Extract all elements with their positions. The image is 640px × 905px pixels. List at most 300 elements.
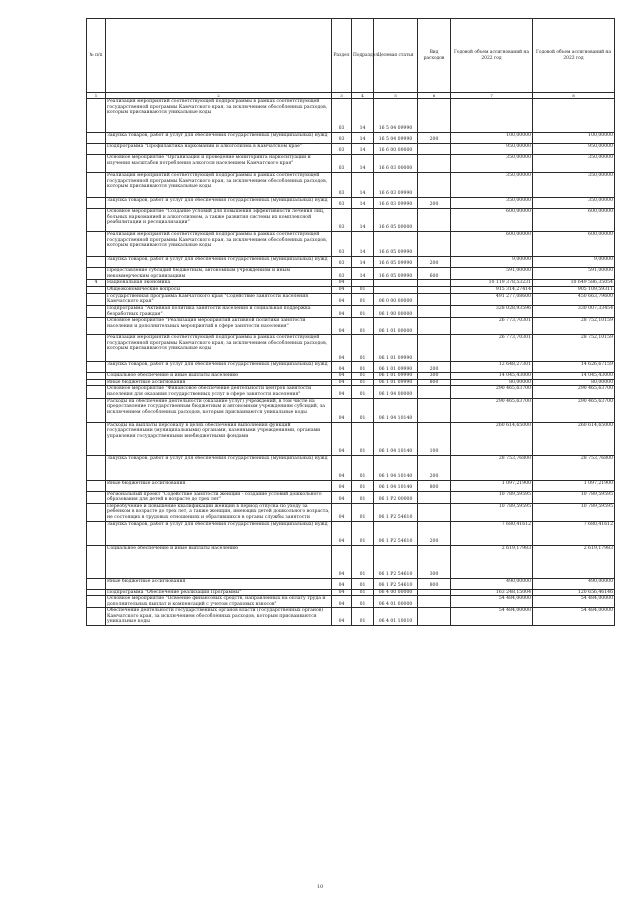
row-section-number: [87, 589, 106, 596]
row-podrazdel: 14: [352, 155, 374, 173]
row-expense-type: 800: [418, 379, 451, 386]
row-name: Реализация мероприятий соответствующей подпрограммы в рамках соответствующей государственной программы Камчатского края, за исключением обособленных расходов, которым присваиваются уникальные коды: [106, 173, 332, 198]
col-header-2023: Годовой объем ассигнований на 2023 год: [533, 19, 615, 93]
table-row: [87, 491, 615, 503]
row-name: Закупка товаров, работ и услуг для обеспечения государственных (муниципальных) нужд: [106, 521, 332, 545]
row-podrazdel: 01: [352, 596, 374, 608]
row-expense-type: [418, 608, 451, 626]
row-amount-2023: 10 789,59595: [533, 491, 615, 503]
row-amount-2023: 7 680,41612: [533, 521, 615, 545]
row-section-number: [87, 545, 106, 578]
table-row: [87, 578, 615, 589]
row-expense-type: [418, 155, 451, 173]
row-expense-type: [418, 209, 451, 232]
table-row: [87, 422, 615, 455]
row-section-number: [87, 379, 106, 386]
row-section-number: [87, 373, 106, 380]
row-name: Закупка товаров, работ и услуг для обеспечения государственных (муниципальных) нужд: [106, 257, 332, 268]
row-section-number: [87, 521, 106, 545]
row-name: Расходы на выплаты персоналу в целях обеспечения выполнения функций государственными (муниципальными) органами, казенными учреждениями, органами управления государственными внебюджетными фондами: [106, 422, 332, 455]
row-amount-2023: 490,00000: [533, 578, 615, 589]
row-section-number: [87, 268, 106, 280]
row-podrazdel: [352, 280, 374, 287]
row-section-number: [87, 398, 106, 422]
row-name: Национальная экономика: [106, 280, 332, 287]
row-section-number: [87, 155, 106, 173]
row-podrazdel: 14: [352, 209, 374, 232]
table-row: [87, 335, 615, 362]
row-amount-2022: 7 680,41612: [451, 521, 533, 545]
row-section-number: [87, 198, 106, 209]
row-podrazdel: 01: [352, 422, 374, 455]
row-razdel: 04: [332, 491, 352, 503]
row-razdel: 04: [332, 589, 352, 596]
column-index: 8: [533, 93, 615, 99]
row-section-number: [87, 503, 106, 521]
table-row: [87, 209, 615, 232]
row-razdel: 03: [332, 198, 352, 209]
row-amount-2022: 100,00000: [451, 133, 533, 144]
row-amount-2022: 10 789,59595: [451, 491, 533, 503]
table-row: [87, 173, 615, 198]
row-name: Основное мероприятие "Организация и проведение мониторинга наркоситуации и изучения масштабов потребления алкоголя населением Камчатского края": [106, 155, 332, 173]
table-row: [87, 280, 615, 287]
row-name: Социальное обеспечение и иные выплаты населению: [106, 373, 332, 380]
table-row: [87, 318, 615, 335]
row-section-number: [87, 455, 106, 480]
row-amount-2022: 350,00000: [451, 198, 533, 209]
row-amount-2022: 260 614,65000: [451, 422, 533, 455]
col-header-num: № п/п: [87, 19, 106, 93]
row-section-number: [87, 257, 106, 268]
table-row: [87, 268, 615, 280]
row-podrazdel: 14: [352, 232, 374, 257]
column-index: 4: [352, 93, 374, 99]
row-expense-type: [418, 596, 451, 608]
row-podrazdel: 14: [352, 133, 374, 144]
row-expense-type: [418, 144, 451, 155]
row-amount-2023: 54 484,00000: [533, 608, 615, 626]
row-name: Социальное обеспечение и иные выплаты населению: [106, 545, 332, 578]
row-expense-type: [418, 318, 451, 335]
row-razdel: 04: [332, 386, 352, 398]
row-amount-2022: 26 773,70301: [451, 335, 533, 362]
row-target-article: 06 1 01 09990: [374, 373, 418, 380]
row-podrazdel: 14: [352, 257, 374, 268]
table-row: [87, 480, 615, 491]
row-target-article: 06 1 P2 54610: [374, 503, 418, 521]
row-amount-2022: 290 465,63700: [451, 398, 533, 422]
row-razdel: 04: [332, 318, 352, 335]
table-row: [87, 545, 615, 578]
row-target-article: 16 6 05 00000: [374, 209, 418, 232]
row-amount-2022: 54 484,00000: [451, 608, 533, 626]
row-amount-2022: [451, 99, 533, 133]
table-row: [87, 596, 615, 608]
row-target-article: 16 6 05 09990: [374, 268, 418, 280]
row-razdel: 04: [332, 503, 352, 521]
row-razdel: 04: [332, 286, 352, 293]
row-podrazdel: 01: [352, 545, 374, 578]
row-section-number: [87, 596, 106, 608]
row-expense-type: [418, 491, 451, 503]
row-name: Иные бюджетные ассигнования: [106, 379, 332, 386]
row-target-article: 16 6 05 09990: [374, 232, 418, 257]
table-header: [87, 19, 615, 93]
row-name: Основное мероприятие "Освоение финансовых средств, направленных на оплату труда и дополнительных выплат и компенсаций с учетом страховых взносов": [106, 596, 332, 608]
row-amount-2023: 950,00000: [533, 144, 615, 155]
row-amount-2022: 10 119 378,53231: [451, 280, 533, 287]
row-expense-type: 200: [418, 455, 451, 480]
row-amount-2023: 28 753,76800: [533, 455, 615, 480]
row-name: Подпрограмма "Обеспечение реализации Программы": [106, 589, 332, 596]
row-expense-type: [418, 305, 451, 317]
row-expense-type: [418, 286, 451, 293]
row-amount-2022: 28 753,76800: [451, 455, 533, 480]
row-podrazdel: 01: [352, 521, 374, 545]
row-name: Переобучение и повышение квалификации женщин в период отпуска по уходу за ребенком в возрасте до трех лет, а также женщин, имеющих детей дошкольного возраста, не состоящих в трудовых отношениях и обратившихся в органы службы занятости: [107, 503, 330, 520]
row-podrazdel: 01: [352, 578, 374, 589]
row-amount-2022: 9,00000: [451, 257, 533, 268]
row-amount-2023: 14 626,67159: [533, 362, 615, 373]
row-name: Подпрограмма "Активная политика занятости населения и социальная поддержка безработных граждан": [106, 305, 332, 317]
row-target-article: 06 1 04 00000: [374, 386, 418, 398]
row-razdel: 04: [332, 305, 352, 317]
row-amount-2023: 80,00000: [533, 379, 615, 386]
row-name: Закупка товаров, работ и услуг для обеспечения государственных (муниципальных) нужд: [106, 455, 332, 480]
row-amount-2022: 26 773,70301: [451, 318, 533, 335]
row-amount-2022: 2 619,17983: [451, 545, 533, 578]
table-row: [87, 521, 615, 545]
row-section-number: [87, 133, 106, 144]
row-amount-2022: 491 277,08600: [451, 293, 533, 305]
row-target-article: 06 1 04 10140: [374, 480, 418, 491]
row-razdel: 04: [332, 596, 352, 608]
row-section-number: [87, 335, 106, 362]
row-amount-2022: 490,00000: [451, 578, 533, 589]
row-amount-2022: 80,00000: [451, 379, 533, 386]
row-amount-2023: 9,00000: [533, 257, 615, 268]
row-target-article: 16 5 04 09990: [374, 99, 418, 133]
row-amount-2023: 600,00000: [533, 232, 615, 257]
row-amount-2023: 54 484,00000: [533, 596, 615, 608]
col-header-target: Целевая статья: [374, 19, 418, 93]
column-index: 1: [87, 93, 106, 99]
row-razdel: 04: [332, 362, 352, 373]
table-row: [87, 286, 615, 293]
table-row: [87, 379, 615, 386]
row-amount-2023: 330 007,33454: [533, 305, 615, 317]
row-section-number: [87, 362, 106, 373]
row-amount-2023: 10 649 586,35054: [533, 280, 615, 287]
row-amount-2023: 10 789,59595: [533, 503, 615, 521]
row-amount-2022: 350,00000: [451, 155, 533, 173]
row-section-number: [87, 578, 106, 589]
row-amount-2022: 54 484,00000: [451, 596, 533, 608]
row-razdel: 03: [332, 155, 352, 173]
row-podrazdel: 01: [352, 286, 374, 293]
row-expense-type: 200: [418, 198, 451, 209]
row-name: Реализация мероприятий соответствующей подпрограммы в рамках соответствующей государственной программы Камчатского края, за исключением обособленных расходов, которым присваиваются уникальные коды: [106, 335, 332, 362]
table-row: [87, 589, 615, 596]
row-amount-2023: 905 109,59311: [533, 286, 615, 293]
table-row: [87, 373, 615, 380]
row-podrazdel: 01: [352, 379, 374, 386]
row-razdel: 04: [332, 608, 352, 626]
col-header-name: [106, 19, 332, 93]
row-name: Подпрограмма "Профилактика наркомании и алкоголизма в Камчатском крае": [106, 144, 332, 155]
row-expense-type: 300: [418, 373, 451, 380]
row-section-number: [87, 422, 106, 455]
row-target-article: 06 1 01 09990: [374, 335, 418, 362]
row-amount-2022: 915 314,27414: [451, 286, 533, 293]
row-target-article: 06 1 01 09990: [374, 362, 418, 373]
row-razdel: 04: [332, 293, 352, 305]
row-section-number: [87, 491, 106, 503]
row-target-article: 06 1 04 10140: [374, 422, 418, 455]
row-podrazdel: 01: [352, 386, 374, 398]
row-razdel: 04: [332, 578, 352, 589]
row-target-article: 16 5 04 09990: [374, 133, 418, 144]
row-podrazdel: 01: [352, 318, 374, 335]
row-podrazdel: 01: [352, 608, 374, 626]
row-expense-type: [418, 173, 451, 198]
row-target-article: 06 1 04 10140: [374, 398, 418, 422]
row-expense-type: 600: [418, 268, 451, 280]
table-row: [87, 386, 615, 398]
row-amount-2023: 350,00000: [533, 155, 615, 173]
row-expense-type: 200: [418, 521, 451, 545]
table-row: [87, 305, 615, 317]
row-expense-type: 200: [418, 362, 451, 373]
table-row: [87, 133, 615, 144]
table-row: [87, 99, 615, 133]
row-target-article: 06 1 P2 54610: [374, 521, 418, 545]
row-expense-type: 800: [418, 480, 451, 491]
row-razdel: 04: [332, 335, 352, 362]
row-amount-2022: 163 248,15004: [451, 589, 533, 596]
row-section-number: [87, 209, 106, 232]
row-expense-type: [418, 232, 451, 257]
row-target-article: 06 1 00 00000: [374, 305, 418, 317]
row-amount-2023: 28 752,10159: [533, 318, 615, 335]
row-target-article: 06 4 00 00000: [374, 589, 418, 596]
row-target-article: 06 1 04 10140: [374, 455, 418, 480]
row-podrazdel: 01: [352, 455, 374, 480]
row-amount-2023: 260 614,65000: [533, 422, 615, 455]
row-razdel: 03: [332, 133, 352, 144]
row-amount-2022: 591,00000: [451, 268, 533, 280]
row-amount-2023: 1 097,21900: [533, 480, 615, 491]
row-expense-type: [418, 293, 451, 305]
column-index: 3: [332, 93, 352, 99]
row-name: Основное мероприятие "Реализация мероприятий активной политики занятости населения и дополнительных мероприятий в сфере занятости населения": [106, 318, 332, 335]
row-amount-2023: [533, 99, 615, 133]
row-expense-type: 100: [418, 422, 451, 455]
row-podrazdel: 01: [352, 373, 374, 380]
table-row: [87, 503, 615, 521]
column-index: 7: [451, 93, 533, 99]
row-razdel: 03: [332, 173, 352, 198]
row-amount-2023: 290 465,63700: [533, 386, 615, 398]
row-razdel: 04: [332, 480, 352, 491]
row-target-article: [374, 286, 418, 293]
table-row: [87, 155, 615, 173]
row-section-number: [87, 144, 106, 155]
row-podrazdel: 14: [352, 173, 374, 198]
col-header-2022: Годовой объем ассигнований на 2022 год: [451, 19, 533, 93]
row-razdel: 03: [332, 99, 352, 133]
row-section-number: [87, 173, 106, 198]
row-razdel: 03: [332, 257, 352, 268]
row-podrazdel: 14: [352, 144, 374, 155]
row-name: Основное мероприятие "Финансовое обеспечение деятельности центров занятости населения для оказания государственных услуг в сфере занятости населения": [106, 386, 332, 398]
row-target-article: 16 6 03 00000: [374, 155, 418, 173]
row-target-article: 06 1 P2 54610: [374, 545, 418, 578]
row-amount-2023: 290 465,63700: [533, 398, 615, 422]
row-podrazdel: 01: [352, 293, 374, 305]
row-name: Иные бюджетные ассигнования: [106, 480, 332, 491]
table-row: [87, 144, 615, 155]
row-expense-type: [418, 280, 451, 287]
row-amount-2022: 328 028,93596: [451, 305, 533, 317]
table-row: [87, 198, 615, 209]
table-row: [87, 362, 615, 373]
row-expense-type: [418, 99, 451, 133]
row-razdel: 03: [332, 232, 352, 257]
row-amount-2023: 450 663,79600: [533, 293, 615, 305]
row-podrazdel: 01: [352, 305, 374, 317]
row-razdel: 04: [332, 379, 352, 386]
row-expense-type: [418, 398, 451, 422]
table-row: [87, 608, 615, 626]
row-amount-2023: 2 619,17983: [533, 545, 615, 578]
row-amount-2023: 14 045,43000: [533, 373, 615, 380]
row-podrazdel: 14: [352, 268, 374, 280]
row-podrazdel: 01: [352, 503, 374, 521]
row-podrazdel: 01: [352, 480, 374, 491]
row-amount-2022: 600,00000: [451, 232, 533, 257]
row-razdel: 03: [332, 144, 352, 155]
row-target-article: [374, 280, 418, 287]
row-expense-type: 200: [418, 257, 451, 268]
row-amount-2023: 350,00000: [533, 198, 615, 209]
row-podrazdel: 01: [352, 335, 374, 362]
row-name: Государственная программа Камчатского края "Содействие занятости населения Камчатского края": [106, 293, 332, 305]
row-razdel: 04: [332, 422, 352, 455]
row-section-number: [87, 318, 106, 335]
row-name: Обеспечение деятельности государственных органов власти (государственных органов) Камчатского края, за исключением обособленных расходов, которым присваиваются уникальные коды: [106, 608, 332, 626]
table-row: [87, 232, 615, 257]
page-number: 10: [316, 884, 324, 890]
row-expense-type: [418, 386, 451, 398]
column-index: 5: [374, 93, 418, 99]
row-razdel: 03: [332, 268, 352, 280]
row-name: Расходы на обеспечение деятельности (оказание услуг) учреждений, в том числе на предоставление государственным бюджетным и автономным учреждениям субсидий, за исключением обособленных расходов, которым присваиваются уникальные коды: [106, 398, 332, 422]
row-target-article: 06 4 01 00000: [374, 596, 418, 608]
row-razdel: 04: [332, 398, 352, 422]
row-section-number: [87, 293, 106, 305]
table-row: [87, 293, 615, 305]
row-expense-type: [418, 503, 451, 521]
row-amount-2023: 591,00000: [533, 268, 615, 280]
row-expense-type: 800: [418, 578, 451, 589]
table-row: [87, 257, 615, 268]
row-name: Закупка товаров, работ и услуг для обеспечения государственных (муниципальных) нужд: [106, 198, 332, 209]
row-amount-2022: 600,00000: [451, 209, 533, 232]
row-razdel: 04: [332, 455, 352, 480]
row-amount-2023: 350,00000: [533, 173, 615, 198]
row-name: Предоставление субсидий бюджетным, автономным учреждениям и иным некоммерческим организациям: [106, 268, 332, 280]
row-target-article: 16 6 05 09990: [374, 257, 418, 268]
table-row: [87, 455, 615, 480]
row-podrazdel: 14: [352, 198, 374, 209]
row-section-number: [87, 232, 106, 257]
row-amount-2022: 350,00000: [451, 173, 533, 198]
row-razdel: 04: [332, 521, 352, 545]
row-amount-2023: 28 752,10159: [533, 335, 615, 362]
row-podrazdel: 01: [352, 398, 374, 422]
row-section-number: [87, 480, 106, 491]
row-section-number: [87, 305, 106, 317]
row-name: Закупка товаров, работ и услуг для обеспечения государственных (муниципальных) нужд: [106, 133, 332, 144]
row-section-number: 4: [87, 280, 106, 287]
row-amount-2022: 1 097,21900: [451, 480, 533, 491]
row-section-number: [87, 386, 106, 398]
col-header-podrazdel: Подраздел: [352, 19, 374, 93]
row-name: Региональный проект "Содействие занятости женщин - создание условий дошкольного образования для детей в возрасте до трех лет": [106, 491, 332, 503]
row-section-number: [87, 608, 106, 626]
row-razdel: 04: [332, 373, 352, 380]
row-target-article: 16 6 03 09990: [374, 198, 418, 209]
col-header-razdel: Раздел: [332, 19, 352, 93]
row-name: Иные бюджетные ассигнования: [106, 578, 332, 589]
row-target-article: 16 6 03 09990: [374, 173, 418, 198]
row-name: Основное мероприятие "Создание условий для повышения эффективности лечения лиц, больных наркоманией и алкоголизмом, а также развития системы их комплексной реабилитации и ресоциализации": [106, 209, 332, 232]
row-amount-2022: 14 045,43000: [451, 373, 533, 380]
row-podrazdel: 01: [352, 491, 374, 503]
row-razdel: 04: [332, 545, 352, 578]
row-amount-2022: 950,00000: [451, 144, 533, 155]
row-target-article: 06 1 P2 54610: [374, 578, 418, 589]
row-name: Закупка товаров, работ и услуг для обеспечения государственных (муниципальных) нужд: [106, 362, 332, 373]
row-podrazdel: 01: [352, 589, 374, 596]
row-expense-type: [418, 589, 451, 596]
row-amount-2022: 290 465,63700: [451, 386, 533, 398]
row-target-article: 06 1 P2 00000: [374, 491, 418, 503]
col-header-expense: Вид расходов: [418, 19, 451, 93]
row-expense-type: 200: [418, 133, 451, 144]
table-body: [87, 99, 615, 626]
row-amount-2023: 100,00000: [533, 133, 615, 144]
row-amount-2022: 12 648,27301: [451, 362, 533, 373]
row-target-article: 06 0 00 00000: [374, 293, 418, 305]
row-amount-2023: 600,00000: [533, 209, 615, 232]
row-name: Реализация мероприятий соответствующей подпрограммы в рамках соответствующей государственной программы Камчатского края, за исключением обособленных расходов, которым присваиваются уникальные коды: [106, 99, 332, 133]
row-expense-type: 300: [418, 545, 451, 578]
row-section-number: [87, 99, 106, 133]
row-target-article: 16 6 00 00000: [374, 144, 418, 155]
row-amount-2022: 10 789,59595: [451, 503, 533, 521]
row-target-article: 06 4 01 10010: [374, 608, 418, 626]
row-expense-type: [418, 335, 451, 362]
row-target-article: 06 1 01 09990: [374, 379, 418, 386]
row-podrazdel: 14: [352, 99, 374, 133]
budget-table: [86, 18, 615, 626]
row-section-number: [87, 286, 106, 293]
row-name: Общеэкономические вопросы: [106, 286, 332, 293]
table-row: [87, 398, 615, 422]
